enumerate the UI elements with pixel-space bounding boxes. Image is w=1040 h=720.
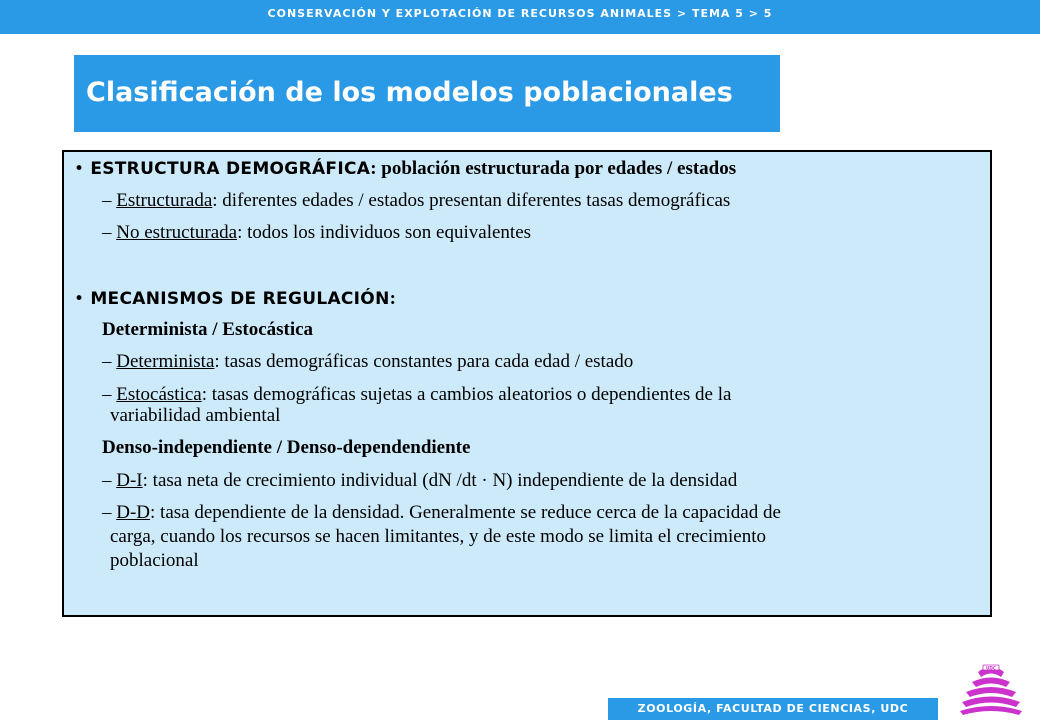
logo-text: UDC: [986, 665, 996, 671]
university-logo-icon: [956, 660, 1026, 716]
section-heading-regulation: [74, 288, 396, 310]
list-item-text: : diferentes edades / estados presentan diferentes tasas demográficas: [212, 190, 731, 211]
section-heading-suffix: :: [389, 288, 396, 309]
list-item-dash: –: [102, 470, 117, 491]
list-item-dash: –: [102, 190, 117, 211]
group-subtitle: Denso-independiente / Denso-dependendiente: [102, 437, 471, 458]
list-item-continuation: variabilidad ambiental: [110, 405, 281, 426]
list-item-term: Estocástica: [116, 384, 202, 405]
list-item: [102, 190, 730, 212]
list-item-text: : todos los individuos son equivalentes: [237, 222, 532, 243]
list-item: [102, 351, 633, 373]
footer-label: ZOOLOGÍA, FACULTAD DE CIENCIAS, UDC: [608, 698, 938, 720]
bullet-icon: •: [74, 159, 85, 179]
list-item: [102, 470, 737, 492]
section-heading-label: MECANISMOS DE REGULACIÓN: [90, 289, 390, 309]
list-item-dash: –: [102, 502, 117, 523]
list-item: [102, 384, 731, 406]
content-panel: [62, 150, 992, 617]
bullet-icon: •: [74, 289, 85, 309]
title-banner: [74, 55, 780, 132]
list-item-term: No estructurada: [116, 222, 238, 243]
slide-title: Clasificación de los modelos poblacionales: [86, 77, 733, 108]
list-item-text: : tasa dependiente de la densidad. Generalmente se reduce cerca de la capacidad de: [150, 502, 781, 523]
section-heading-label: ESTRUCTURA DEMOGRÁFICA: [90, 159, 371, 179]
header-breadcrumb: CONSERVACIÓN Y EXPLOTACIÓN DE RECURSOS ANIMALES > TEMA 5 > 5: [0, 0, 1040, 34]
list-item-text: : tasas demográficas constantes para cada edad / estado: [214, 351, 634, 372]
list-item-continuation: poblacional: [110, 550, 199, 571]
section-heading-structure: [74, 158, 736, 180]
section-heading-suffix: : población estructurada por edades / estados: [370, 158, 737, 179]
list-item-text: : tasa neta de crecimiento individual (dN /dt · N) independiente de la densidad: [142, 470, 738, 491]
list-item: [102, 222, 531, 244]
list-item-term: D-D: [116, 502, 151, 523]
group-subtitle: Determinista / Estocástica: [102, 319, 314, 340]
list-item: [102, 502, 781, 524]
list-item-term: Estructurada: [116, 190, 213, 211]
list-item-dash: –: [102, 351, 117, 372]
list-item-dash: –: [102, 222, 117, 243]
list-item-text: : tasas demográficas sujetas a cambios aleatorios o dependientes de la: [201, 384, 732, 405]
list-item-continuation: carga, cuando los recursos se hacen limitantes, y de este modo se limita el crecimiento: [110, 526, 766, 547]
list-item-term: Determinista: [116, 351, 215, 372]
list-item-dash: –: [102, 384, 117, 405]
list-item-term: D-I: [116, 470, 143, 491]
